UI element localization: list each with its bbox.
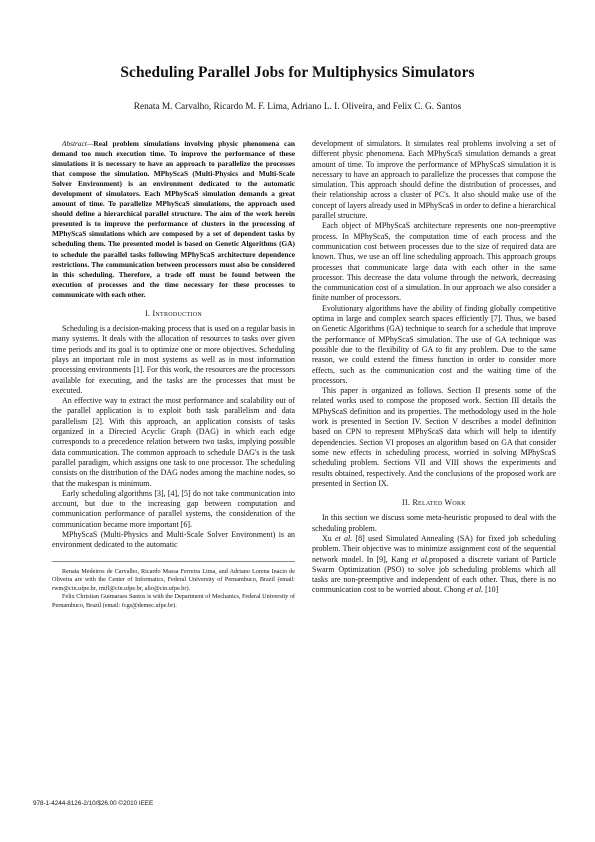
abstract-text: Real problem simulations involving physic phenomena can demand too much execution time. To improve the performance of these simulations it is necessary to have an approach to parallelize the processes that compose the simulation. MPhyScaS (Multi-Physics and Multi-Scale Solver Environment) is an environment dedicated to the automatic development of simulators. Each MPhyScaS simulation demands a great amount of time. To parallelize MPhyScaS simulations, the approach used should define a hierarchical parallel structure. The aim of the work herein presented is to improve the performance of clusters in the processing of MPhyScaS simulations which are composed by a set of dependent tasks by scheduling them. The presented model is based on Genetic Algorithms (GA) to schedule the parallel tasks following MPhyScaS architecture dependence restrictions. The communication between processors must also be considered in this scheduling. Therefore, a trade off must be found between the execution of processes and the time necessary for these processes to communicate with each other. [52, 139, 295, 299]
abstract-label: Abstract [62, 139, 87, 148]
paragraph: Each object of MPhyScaS architecture represents one non-preemptive process. In MPhyScaS, the computation time of each process and the communication cost between processes due to the size of required data are known. Thus, we use an off line scheduling approach. This approach groups processes that communicate large data with each other in the same processor. This decrease the data volume through the network, decreasing the communication cost of a simulation. In our approach we also consider a finite number of processors. [312, 221, 556, 303]
paragraph: This paper is organized as follows. Section II presents some of the related works used to compose the proposed work. Section III details the MPhyScaS definition and its properties. The methodology used in the hole work is presented in Section IV. Section V describes a model definition based on CPN to represent MPhyScaS data which will help to identify dependencies. Section VI proposes an algorithm based on GA that consider some new effects in scheduling process, worried in solving MPhyScaS scheduling problem. Sections VII and VIII shows the experiments and results obtained, respectively. And the conclusions of the proposed work are presented in Section IX. [312, 386, 556, 488]
paragraph: Evolutionary algorithms have the ability of finding globally competitive optima in large and complex search spaces efficiently [7]. Thus, we based on Genetic Algorithms (GA) technique to search for a schedule that improve the performance of MPhyScaS simulation. The use of GA technique was possible due to the flexibility of GA to fit any problem. Due to the same reason, we could extend the fitness function in order to consider more effects, such as the communication cost and the waiting time of the processors. [312, 303, 556, 385]
abstract: Abstract—Real problem simulations involving physic phenomena can demand too much execution time. To improve the performance of these simulations it is necessary to have an approach to parallelize the processes that compose the simulation. MPhyScaS (Multi-Physics and Multi-Scale Solver Environment) is an environment dedicated to the automatic development of simulators. Each MPhyScaS simulation demands a great amount of time. To parallelize MPhyScaS simulations, the approach used should define a hierarchical parallel structure. The aim of the work herein presented is to improve the performance of clusters in the processing of MPhyScaS simulations which are composed by a set of dependent tasks by scheduling them. The presented model is based on Genetic Algorithms (GA) to schedule the parallel tasks following MPhyScaS architecture dependence restrictions. The communication between processors must also be considered in this scheduling. Therefore, a trade off must be found between the execution of processes and the time necessary for these processes to communicate with each other. [52, 139, 295, 299]
footnote-authors-1: Renata Medeiros de Carvalho, Ricardo Massa Ferreira Lima, and Adriano Lorena Inacio de Oliveira are with the Center of Informatics, Federal University of Pernambuco, Brazil (email: rwm@cin.ufpe.br, rmfl@cin.ufpe.br, alio@cin.ufpe.br). [52, 567, 295, 592]
right-column [312, 139, 556, 596]
paragraph: MPhyScaS (Multi-Physics and Multi-Scale Solver Environment) is an environment dedicated to the automatic [52, 529, 295, 550]
footnote-divider [52, 561, 295, 562]
left-column [52, 139, 295, 611]
paragraph: development of simulators. It simulates real problems involving a set of different physic phenomena. Each MPhyScaS simulation demands a great amount of time. To improve the performance of MPhyScaS simulation it is necessary to have an approach to parallelize the processes that compose the simulation. This approach should define the distribution of processes, and their relationship across a cluster of PC's. It also should make use of the concept of layers already used in MPhyScaS in order to define a hierarchical parallel structure. [312, 139, 556, 221]
paragraph: In this section we discuss some meta-heuristic proposed to deal with the scheduling problem. [312, 513, 556, 533]
paragraph: Early scheduling algorithms [3], [4], [5] do not take communication into account, but due to the increasing gap between computation and communication performance of parallel systems, the consideration of the communication became more important [6]. [52, 488, 295, 529]
copyright-notice: 978-1-4244-8126-2/10/$26.00 ©2010 IEEE [33, 800, 154, 807]
paper-title: Scheduling Parallel Jobs for Multiphysics Simulators [120, 64, 475, 81]
author-list: Renata M. Carvalho, Ricardo M. F. Lima, Adriano L. I. Oliveira, and Felix C. G. Santos [133, 102, 462, 112]
section-heading-related-work: II. Related Work [402, 498, 466, 508]
paragraph: Xu et al. [8] used Simulated Annealing (SA) for fixed job scheduling problem. Their objective was to minimize assignment cost of the sequential network model. In [9], Kang et al.proposed a discrete variant of Particle Swarm Optimization (PSO) to solve job scheduling problems which all tasks are non-preemptive and independent of each other. Thus, there is no communication cost to be worried about. Chong et al. [10] [312, 533, 557, 595]
footnote-authors-2: Felix Christian Guimaraes Santos is with the Department of Mechanics, Federal University of Pernambuco, Brazil (email: fcgs@demec.ufpe.br). [52, 593, 295, 609]
paragraph: An effective way to extract the most performance and scalability out of the parallel application is to exploit both task parallelism and data parallelism [2]. With this approach, an application consists of tasks organized in a Directed Acyclic Graph (DAG) in which each edge corresponds to a precedence relation between two tasks, implying possible data communication. The common approach to schedule DAG's is the task parallel paradigm, which assigns one task to one processor. The scheduling consists on the distribution of the DAG nodes among the machine nodes, so that the makespan is minimum. [52, 396, 295, 488]
section-heading-introduction: I. Introduction [144, 308, 203, 318]
paragraph: Scheduling is a decision-making process that is used on a regular basis in many systems. It deals with the allocation of resources to tasks over given time periods and its goal is to optimize one or more objectives. Scheduling plays an important role in most systems as well as in most information processing environments [1]. For this work, the resources are the processors available for executing, and the tasks are the processes that must be executed. [52, 324, 295, 395]
